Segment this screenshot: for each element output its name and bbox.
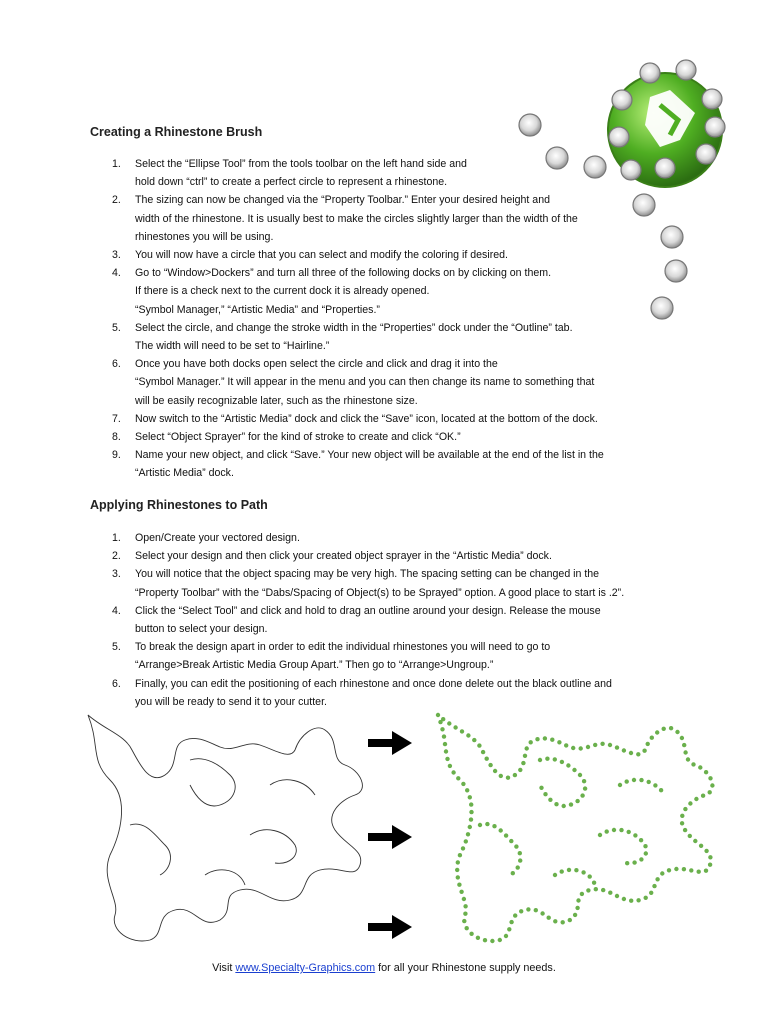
- rhinestone-dot: [639, 838, 643, 842]
- rhinestone-dot: [653, 783, 657, 787]
- rhinestone-dot: [509, 839, 513, 843]
- rhinestone-dot: [683, 828, 687, 832]
- rhinestone-dot: [646, 742, 650, 746]
- rhinestone-dot: [445, 757, 449, 761]
- rhinestone-dot: [463, 904, 467, 908]
- rhinestone-dot: [689, 868, 693, 872]
- rhinestone-dot: [535, 737, 539, 741]
- list-item-number: 9.: [112, 449, 121, 462]
- rhinestone-dot: [680, 736, 684, 740]
- list-item: [90, 355, 660, 410]
- rhinestone-dot: [461, 782, 465, 786]
- rhinestone-dot: [523, 754, 527, 758]
- rhinestone-dot: [632, 778, 636, 782]
- rhinestone-dot: [682, 867, 686, 871]
- rhinestone-dot: [644, 896, 648, 900]
- rhinestone-dot: [488, 763, 492, 767]
- rhinestone-dot: [629, 899, 633, 903]
- list-item-line: “Symbol Manager.” It will appear in the menu and you can then change its name to something that: [135, 376, 595, 389]
- list-item-line: “Arrange>Break Artistic Media Group Apart.” Then go to “Arrange>Ungroup.”: [135, 659, 494, 672]
- rhinestone-dot: [462, 897, 466, 901]
- rhinestone-dot: [622, 897, 626, 901]
- list-item-number: 6.: [112, 677, 121, 690]
- rhinestone-dot: [708, 863, 712, 867]
- rhinestone-dot: [463, 912, 467, 916]
- rhinestone-dot: [539, 786, 543, 790]
- rhinestone-dot: [444, 749, 448, 753]
- rhinestone-dot: [659, 788, 663, 792]
- list-item: [90, 547, 690, 565]
- rhinestone-dot: [652, 884, 656, 888]
- rhinestone-dot: [547, 916, 551, 920]
- list-item-number: 3.: [112, 249, 121, 262]
- rhinestone-dot: [534, 908, 538, 912]
- rhinestone-dot: [667, 868, 671, 872]
- list-item: [90, 428, 660, 446]
- rhinestone-dot: [526, 907, 530, 911]
- rhinestone-dot: [521, 761, 525, 765]
- rhinestone-dot: [553, 919, 557, 923]
- rhinestone-dot: [490, 939, 494, 943]
- rhinestone-dot: [519, 909, 523, 913]
- list-item-line: Select the “Ellipse Tool” from the tools toolbar on the left hand side and: [135, 158, 467, 170]
- rhinestone-dot: [625, 779, 629, 783]
- rhinestone-dot: [562, 804, 566, 808]
- list-item: [90, 602, 690, 638]
- apply-to-path-steps: [90, 529, 690, 711]
- list-item-number: 7.: [112, 412, 121, 425]
- rhinestone-dot: [686, 757, 690, 761]
- list-item: [90, 410, 660, 428]
- list-item: [90, 529, 690, 547]
- rhinestone-dot: [514, 844, 518, 848]
- list-item-number: 4.: [112, 604, 121, 617]
- list-item-line: Once you have both docks open select the circle and click and drag it into the: [135, 358, 498, 371]
- rhinestone-dot: [593, 743, 597, 747]
- list-item-line: Select “Object Sprayer” for the kind of stroke to create and click “OK.”: [135, 431, 461, 444]
- specialty-graphics-link[interactable]: www.Specialty-Graphics.com: [235, 962, 376, 974]
- rhinestone-dot: [579, 746, 583, 750]
- rhinestone-dot: [601, 888, 605, 892]
- list-item-number: 1.: [112, 532, 121, 544]
- rhinestone-dot: [525, 746, 529, 750]
- rhinestone-dot: [575, 906, 579, 910]
- rhinestone-dot: [538, 758, 542, 762]
- rhinestone-dot: [548, 798, 552, 802]
- list-item-line: Select the circle, and change the stroke width in the “Properties” dock under the “Outline” tab.: [135, 321, 573, 334]
- rhinestone-dot: [660, 871, 664, 875]
- arrow-icon-2: [368, 825, 412, 849]
- rhinestone-dot: [704, 770, 708, 774]
- rhinestone-dot: [580, 793, 584, 797]
- rhinestone-dot: [461, 846, 465, 850]
- list-item-line: You will notice that the object spacing may be very high. The spacing setting can be changed in the: [135, 568, 600, 581]
- list-item-number: 8.: [112, 431, 121, 444]
- rhinestone-dot: [643, 844, 647, 848]
- rhinestone-dot: [440, 727, 444, 731]
- rhinestone-dot: [639, 857, 643, 861]
- list-item-line: Click the “Select Tool” and click and hold to drag an outline around your design. Release the mouse: [135, 604, 601, 617]
- list-item-line: “Symbol Manager,” “Artistic Media” and “Properties.”: [135, 303, 380, 316]
- rhinestone-dot: [674, 867, 678, 871]
- list-item-line: Open/Create your vectored design.: [135, 532, 300, 544]
- rhinestone-dragon-image: [436, 713, 715, 943]
- rhinestone-dot: [688, 834, 692, 838]
- rhinestone-dot: [466, 733, 470, 737]
- rhinestone-dot: [456, 860, 460, 864]
- rhinestone-dot: [492, 824, 496, 828]
- rhinestone-dot: [586, 888, 590, 892]
- list-item: [90, 264, 660, 319]
- arrow-icon-3: [368, 915, 412, 939]
- rhinestone-dot: [618, 783, 622, 787]
- list-item: [90, 191, 660, 246]
- rhinestone-dot: [573, 913, 577, 917]
- rhinestone-dot: [459, 890, 463, 894]
- rhinestone-dot: [498, 938, 502, 942]
- rhinestone-dot: [615, 894, 619, 898]
- rhinestone-dot: [582, 779, 586, 783]
- rhinestone-dot: [455, 868, 459, 872]
- dragon-illustration: [70, 705, 730, 960]
- rhinestone-dot: [560, 760, 564, 764]
- rhinestone-dot: [543, 792, 547, 796]
- rhinestone-dot: [625, 861, 629, 865]
- rhinestone-dot: [506, 776, 510, 780]
- rhinestone-dot: [469, 802, 473, 806]
- rhinestone-dot: [564, 743, 568, 747]
- rhinestone-dot: [469, 810, 473, 814]
- rhinestone-dot: [636, 898, 640, 902]
- rhinestone-brush-steps: [90, 155, 660, 483]
- list-item-line: button to select your design.: [135, 623, 268, 636]
- rhinestone-dot: [456, 776, 460, 780]
- rhinestone-dot: [650, 736, 654, 740]
- list-item-line: Select your design and then click your created object sprayer in the “Artistic Media” dock.: [135, 550, 552, 563]
- rhinestone-dot: [586, 745, 590, 749]
- rhinestone-dot: [655, 877, 659, 881]
- rhinestone-dot: [694, 797, 698, 801]
- list-item-number: 4.: [112, 267, 121, 280]
- list-item: [90, 155, 660, 191]
- rhinestone-dot: [642, 749, 646, 753]
- rhinestone-dot: [629, 751, 633, 755]
- list-item-line: width of the rhinestone. It is usually best to make the circles slightly larger than the width of the: [135, 212, 578, 225]
- rhinestone-dot: [518, 851, 522, 855]
- rhinestone-dot: [576, 898, 580, 902]
- rhinestone-dot: [708, 776, 712, 780]
- rhinestone-dot: [507, 927, 511, 931]
- rhinestone-dot: [478, 823, 482, 827]
- rhinestone-dot: [464, 839, 468, 843]
- rhinestone-dot: [456, 875, 460, 879]
- list-item: [90, 446, 660, 482]
- list-item-line: You will now have a circle that you can select and modify the coloring if desired.: [135, 249, 508, 262]
- rhinestone-dot: [675, 730, 679, 734]
- list-item-number: 6.: [112, 358, 121, 371]
- rhinestone-dot: [566, 763, 570, 767]
- list-item-line: “Property Toolbar” with the “Dabs/Spacing of Object(s) to be Sprayed” option. A good place to start is .2”.: [135, 586, 625, 599]
- rhinestone-dot: [669, 726, 673, 730]
- rhinestone-dot: [460, 729, 464, 733]
- rhinestone-dot: [704, 849, 708, 853]
- list-item-number: 1.: [112, 158, 121, 170]
- rhinestone-dot: [605, 829, 609, 833]
- rhinestone-dot: [680, 814, 684, 818]
- rhinestone-dot: [592, 881, 596, 885]
- rhinestone-dot: [513, 773, 517, 777]
- list-item-line: rhinestones you will be using.: [135, 230, 274, 243]
- list-item-number: 2.: [112, 550, 121, 563]
- rhinestone-dot: [644, 851, 648, 855]
- rhinestone-dot: [572, 768, 576, 772]
- list-item-line: The sizing can now be changed via the “Property Toolbar.” Enter your desired height and: [135, 194, 550, 207]
- rhinestone-dot: [447, 721, 451, 725]
- rhinestone-dot: [493, 769, 497, 773]
- rhinestone-dot: [483, 938, 487, 942]
- rhinestone-dot: [553, 873, 557, 877]
- list-item-line: will be easily recognizable later, such as the rhinestone size.: [135, 394, 418, 407]
- rhinestone-dot: [708, 855, 712, 859]
- list-item-line: hold down “ctrl” to create a perfect circle to represent a rhinestone.: [135, 176, 448, 189]
- rhinestone-dot: [511, 871, 515, 875]
- rhinestone-dot: [581, 870, 585, 874]
- rhinestone-dot: [683, 750, 687, 754]
- rhinestone-dot: [704, 869, 708, 873]
- rhinestone-dot: [516, 865, 520, 869]
- rhinestone-dot: [468, 825, 472, 829]
- rhinestone-dot: [442, 734, 446, 738]
- rhinestone-dot: [568, 918, 572, 922]
- list-item-line: Name your new object, and click “Save.” Your new object will be available at the end of the list in the: [135, 449, 604, 462]
- rhinestone-dot: [691, 762, 695, 766]
- arrow-icon-1: [368, 731, 412, 755]
- section-title-rhinestone-brush: Creating a Rhinestone Brush: [90, 125, 263, 139]
- list-item: [90, 638, 690, 674]
- rhinestone-dot: [575, 799, 579, 803]
- rhinestone-dot: [649, 891, 653, 895]
- footer-suffix: for all your Rhinestone supply needs.: [375, 962, 556, 974]
- rhinestone-dot: [560, 869, 564, 873]
- list-item-line: Go to “Window>Dockers” and turn all three of the following docks on by clicking on them.: [135, 267, 552, 280]
- rhinestone-dot: [441, 717, 445, 721]
- rhinestone-dot: [627, 830, 631, 834]
- rhinestone-dot: [701, 794, 705, 798]
- rhinestone-dot: [458, 853, 462, 857]
- list-item-line: Now switch to the “Artistic Media” dock and click the “Save” icon, located at the bottom of the dock.: [135, 412, 598, 425]
- rhinestone-dot: [545, 757, 549, 761]
- rhinestone-dot: [622, 748, 626, 752]
- rhinestone-dot: [485, 822, 489, 826]
- rhinestone-dot: [639, 778, 643, 782]
- rhinestone-dot: [518, 858, 522, 862]
- rhinestone-dot: [557, 740, 561, 744]
- rhinestone-dot: [683, 807, 687, 811]
- rhinestone-dot: [462, 919, 466, 923]
- rhinestone-dot: [633, 833, 637, 837]
- rhinestone-dot: [682, 743, 686, 747]
- rhinestone-dot: [472, 738, 476, 742]
- list-item: [90, 565, 690, 601]
- rhinestone-dot: [436, 713, 440, 717]
- rhinestone-dot: [699, 844, 703, 848]
- rhinestone-dot: [448, 764, 452, 768]
- rhinestone-dot: [504, 934, 508, 938]
- rhinestone-dot: [578, 773, 582, 777]
- rhinestone-dot: [580, 892, 584, 896]
- outline-dragon-image: [88, 715, 362, 941]
- rhinestone-dot: [553, 757, 557, 761]
- rhinestone-dot: [647, 780, 651, 784]
- footer-prefix: Visit: [212, 962, 236, 974]
- rhinestone-dot: [468, 795, 472, 799]
- rhinestone-dot: [655, 730, 659, 734]
- rhinestone-dot: [571, 746, 575, 750]
- rhinestone-dot: [476, 936, 480, 940]
- rhinestone-dot: [465, 926, 469, 930]
- rhinestone-dot: [481, 750, 485, 754]
- list-item-number: 5.: [112, 321, 121, 334]
- rhinestone-dot: [608, 743, 612, 747]
- rhinestone-dot: [466, 832, 470, 836]
- rhinestone-dot: [619, 828, 623, 832]
- rhinestone-dot: [540, 911, 544, 915]
- rhinestone-dot: [693, 839, 697, 843]
- rhinestone-dot: [569, 802, 573, 806]
- list-item-line: The width will need to be set to “Hairline.”: [135, 340, 330, 353]
- rhinestone-dot: [457, 883, 461, 887]
- rhinestone-dot: [594, 887, 598, 891]
- rhinestone-dot: [443, 742, 447, 746]
- rhinestone-dot: [509, 920, 513, 924]
- footer-note: [0, 962, 768, 974]
- rhinestone-dot: [612, 828, 616, 832]
- rhinestone-dot: [465, 788, 469, 792]
- rhinestone-dot: [451, 770, 455, 774]
- rhinestone-dot: [550, 738, 554, 742]
- rhinestone-dot: [697, 870, 701, 874]
- rhinestone-dot: [477, 743, 481, 747]
- section-title-apply-to-path: Applying Rhinestones to Path: [90, 498, 268, 512]
- rhinestone-dot: [554, 802, 558, 806]
- rhinestone-dot: [636, 752, 640, 756]
- list-item: [90, 246, 660, 264]
- rhinestone-dot: [518, 768, 522, 772]
- rhinestone-dot: [632, 860, 636, 864]
- rhinestone-dot: [698, 765, 702, 769]
- rhinestone-dot: [615, 745, 619, 749]
- rhinestone-dot: [608, 891, 612, 895]
- rhinestone-dot: [680, 821, 684, 825]
- rhinestone-dot: [588, 874, 592, 878]
- rhinestone-dot: [499, 774, 503, 778]
- rhinestone-dot: [598, 833, 602, 837]
- rhinestone-dot: [583, 786, 587, 790]
- rhinestone-dot: [710, 783, 714, 787]
- rhinestone-dot: [469, 932, 473, 936]
- rhinestone-dot: [567, 868, 571, 872]
- rhinestone-dot: [499, 828, 503, 832]
- rhinestone-dot: [708, 790, 712, 794]
- list-item-number: 5.: [112, 641, 121, 654]
- list-item-line: you will be ready to send it to your cutter.: [135, 695, 327, 708]
- rhinestone-dot: [561, 920, 565, 924]
- rhinestone-dot: [504, 833, 508, 837]
- rhinestone-dot: [543, 736, 547, 740]
- rhinestone-dot: [688, 801, 692, 805]
- list-item-number: 2.: [112, 194, 121, 207]
- rhinestone-dot: [529, 740, 533, 744]
- rhinestone-dot: [574, 868, 578, 872]
- list-item-line: “Artistic Media” dock.: [135, 467, 234, 480]
- rhinestone-dot: [600, 742, 604, 746]
- rhinestone-dot: [469, 817, 473, 821]
- list-item-line: If there is a check next to the current dock it is already opened.: [135, 285, 430, 298]
- list-item-line: Finally, you can edit the positioning of each rhinestone and once done delete out the black outline and: [135, 677, 612, 690]
- list-item-number: 3.: [112, 568, 121, 581]
- rhinestone-dot: [453, 725, 457, 729]
- list-item-line: To break the design apart in order to edit the individual rhinestones you will need to go to: [135, 641, 551, 654]
- rhinestone-dot: [662, 727, 666, 731]
- list-item: [90, 319, 660, 355]
- rhinestone-dot: [513, 913, 517, 917]
- rhinestone-dot: [485, 757, 489, 761]
